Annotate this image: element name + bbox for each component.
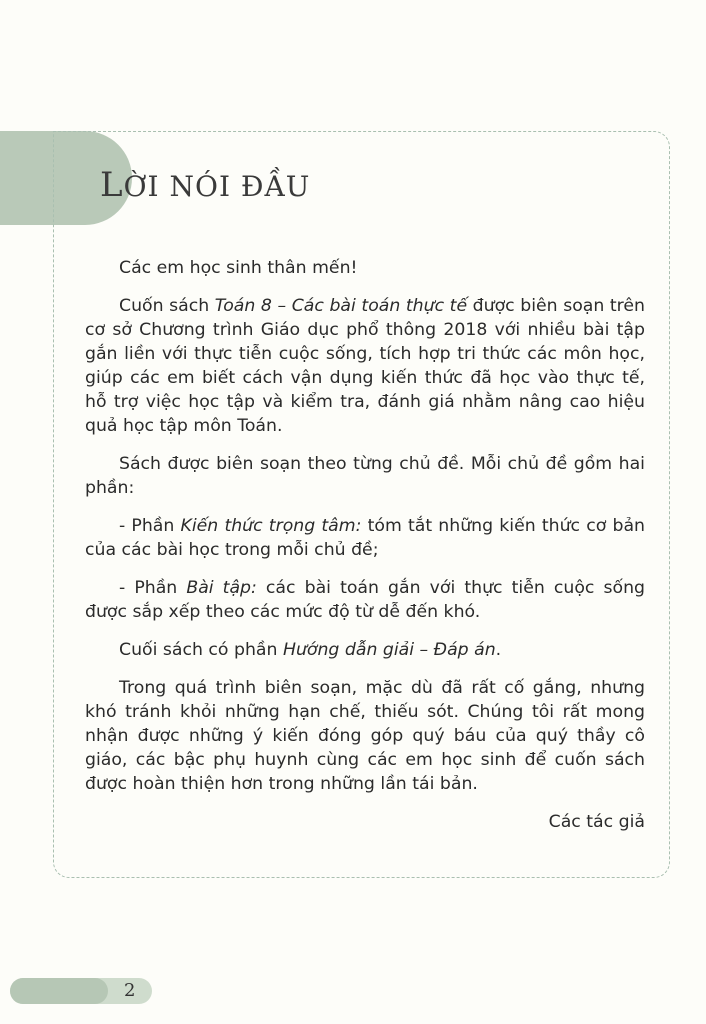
paragraph-answers bbox=[85, 638, 645, 662]
text: - Phần bbox=[119, 578, 187, 598]
paragraph-closing: Trong quá trình biên soạn, mặc dù đã rất cố gắng, nhưng khó tránh khỏi những hạn chế, thiếu sót. Chúng tôi rất mong nhận được những ý kiến đóng góp quý báu của quý thầy cô giáo, các bậc phụ huynh cùng các em học sinh để cuốn sách được hoàn thiện hơn trong những lần tái bản. bbox=[85, 678, 645, 794]
book-title: Toán 8 – Các bài toán thực tế bbox=[214, 296, 468, 316]
signature: Các tác giả bbox=[548, 812, 645, 832]
page-title bbox=[100, 165, 310, 205]
text: - Phần bbox=[119, 516, 181, 536]
page-badge-decoration bbox=[10, 978, 108, 1004]
title-rest: ỜI NÓI ĐẦU bbox=[123, 170, 311, 203]
page-number-badge bbox=[10, 978, 152, 1004]
paragraph-part-1 bbox=[85, 514, 645, 562]
text: Cuối sách có phần bbox=[119, 640, 283, 660]
paragraph-structure: Sách được biên soạn theo từng chủ đề. Mỗi chủ đề gồm hai phần: bbox=[85, 454, 645, 498]
text: Cuốn sách bbox=[119, 296, 215, 316]
paragraph-part-2 bbox=[85, 576, 645, 624]
part-name: Bài tập: bbox=[186, 578, 257, 598]
text: được biên soạn trên cơ sở Chương trình Giáo dục phổ thông 2018 với nhiều bài tập gắn liền với thực tiễn cuộc sống, tích hợp tri thức các môn học, giúp các em biết cách vận dụng kiến thức đã học vào thực tế, hỗ trợ việc học tập và kiểm tra, đánh giá nhằm nâng cao hiệu quả học tập môn Toán. bbox=[85, 296, 645, 436]
page-number: 2 bbox=[124, 980, 136, 1001]
paragraph-intro bbox=[85, 294, 645, 438]
greeting: Các em học sinh thân mến! bbox=[119, 258, 358, 278]
text: các bài toán gắn với thực tiễn cuộc sống được sắp xếp theo các mức độ từ dễ đến khó. bbox=[85, 578, 645, 622]
part-name: Kiến thức trọng tâm: bbox=[180, 516, 362, 536]
text: . bbox=[495, 640, 502, 660]
preface-body bbox=[85, 256, 645, 848]
section-name: Hướng dẫn giải – Đáp án bbox=[282, 640, 496, 660]
text: tóm tắt những kiến thức cơ bản của các bài học trong mỗi chủ đề; bbox=[85, 516, 645, 560]
title-initial: L bbox=[100, 165, 124, 205]
